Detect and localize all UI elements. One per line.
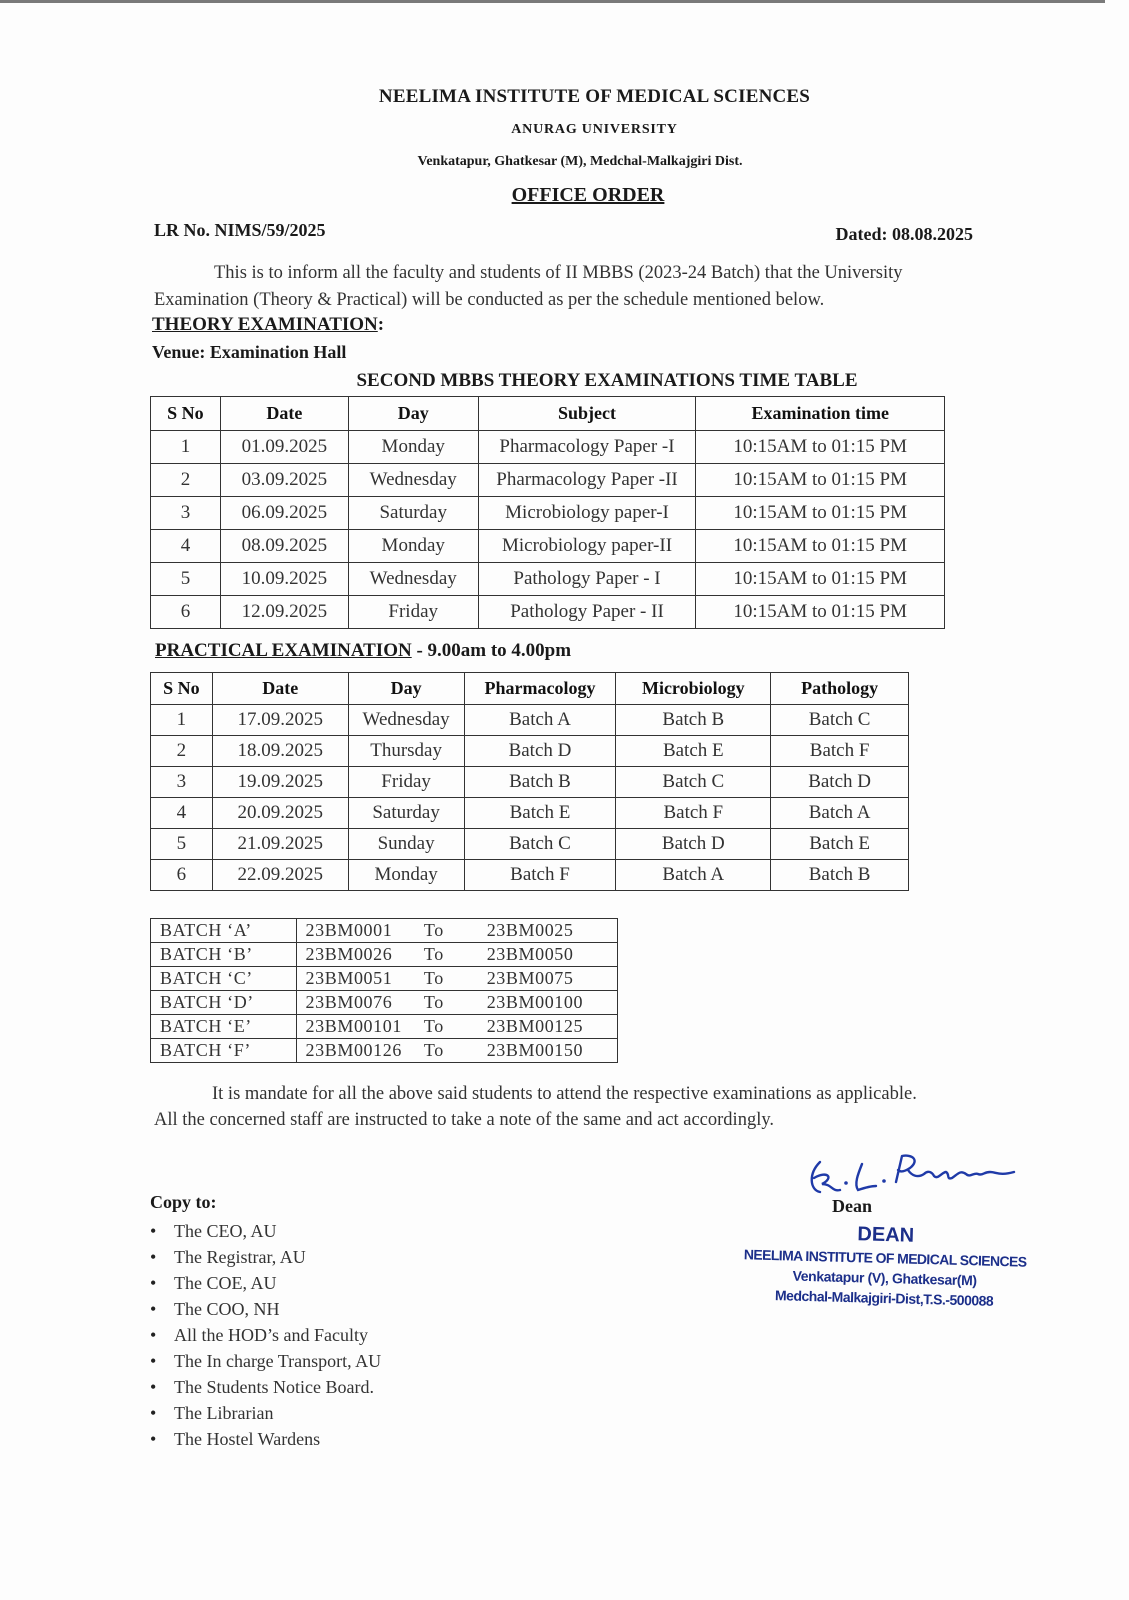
practical-cell: 1 (151, 705, 213, 736)
stamp-line-address: Venkatapur (V), Ghatkesar(M) (792, 1267, 977, 1289)
practical-cell: 20.09.2025 (212, 798, 348, 829)
theory-heading (152, 314, 384, 336)
practical-cell: Batch B (771, 860, 909, 891)
practical-cell: Batch E (616, 736, 771, 767)
theory-table-title: SECOND MBBS THEORY EXAMINATIONS TIME TABLE (356, 370, 858, 391)
theory-row (151, 563, 945, 596)
dean-office-stamp (739, 1218, 1031, 1312)
theory-cell: 10:15AM to 01:15 PM (696, 563, 945, 596)
theory-cell: 10.09.2025 (220, 563, 348, 596)
practical-cell: Batch E (464, 798, 616, 829)
practical-column-header: Day (348, 673, 464, 705)
theory-cell: 3 (151, 497, 221, 530)
practical-cell: Batch F (464, 860, 616, 891)
batch-cell: To (424, 967, 478, 991)
batch-row (151, 919, 618, 943)
intro-line-1: This is to inform all the faculty and students of II MBBS (2023-24 Batch) that the University (214, 263, 903, 283)
scan-edge-rule (0, 0, 1105, 3)
closing-line-1: It is mandate for all the above said students to attend the respective examinations as applicable. (212, 1084, 917, 1104)
batch-cell: 23BM0051 (296, 967, 424, 991)
practical-cell: Batch B (616, 705, 771, 736)
theory-column-header: Day (348, 397, 478, 431)
institute-name: NEELIMA INSTITUTE OF MEDICAL SCIENCES (378, 86, 811, 107)
batch-cell: To (424, 1039, 478, 1063)
batch-cell: BATCH ‘A’ (151, 919, 297, 943)
theory-cell: 10:15AM to 01:15 PM (696, 431, 945, 464)
practical-cell: 17.09.2025 (212, 705, 348, 736)
theory-column-header: Examination time (696, 397, 945, 431)
batch-cell: BATCH ‘B’ (151, 943, 297, 967)
practical-cell: Batch C (771, 705, 909, 736)
practical-cell: Batch C (464, 829, 616, 860)
practical-column-header: Microbiology (616, 673, 771, 705)
batch-cell: BATCH ‘E’ (151, 1015, 297, 1039)
batch-row (151, 1039, 618, 1063)
practical-cell: Batch B (464, 767, 616, 798)
practical-cell: Batch F (616, 798, 771, 829)
batch-cell: To (424, 943, 478, 967)
practical-cell: Sunday (348, 829, 464, 860)
copy-to-label: Copy to: (150, 1192, 217, 1212)
practical-column-header: Pharmacology (464, 673, 616, 705)
practical-header-row (151, 673, 909, 705)
theory-cell: Saturday (348, 497, 478, 530)
theory-cell: Monday (348, 530, 478, 563)
office-order-title: OFFICE ORDER (511, 184, 665, 206)
theory-timetable (150, 396, 945, 629)
theory-cell: 5 (151, 563, 221, 596)
batch-cell: 23BM0050 (478, 943, 618, 967)
copy-to-item: • The Hostel Wardens (150, 1426, 381, 1452)
batch-cell: To (424, 919, 478, 943)
practical-cell: Thursday (348, 736, 464, 767)
batch-cell: 23BM00125 (478, 1015, 618, 1039)
stamp-line-district: Medchal-Malkajgiri-Dist,T.S.-500088 (774, 1287, 994, 1309)
theory-cell: 4 (151, 530, 221, 563)
institute-address: Venkatapur, Ghatkesar (M), Medchal-Malkajgiri Dist. (417, 154, 743, 169)
practical-timing: - 9.00am to 4.00pm (411, 640, 572, 661)
practical-heading (155, 640, 571, 662)
theory-cell: Wednesday (348, 464, 478, 497)
batch-cell: 23BM00150 (478, 1039, 618, 1063)
theory-column-header: Date (220, 397, 348, 431)
practical-cell: 22.09.2025 (212, 860, 348, 891)
batch-cell: 23BM0075 (478, 967, 618, 991)
batch-cell: 23BM00101 (296, 1015, 424, 1039)
dean-title: Dean (832, 1196, 872, 1216)
batch-row (151, 943, 618, 967)
theory-row (151, 530, 945, 563)
theory-cell: 12.09.2025 (220, 596, 348, 629)
practical-cell: Batch D (771, 767, 909, 798)
batch-row (151, 991, 618, 1015)
dean-signature (800, 1150, 1040, 1200)
practical-row (151, 798, 909, 829)
batch-cell: 23BM0001 (296, 919, 424, 943)
practical-row (151, 705, 909, 736)
batch-cell: BATCH ‘D’ (151, 991, 297, 1015)
practical-cell: Batch D (616, 829, 771, 860)
closing-line-2: All the concerned staff are instructed to take a note of the same and act accordingly. (154, 1110, 775, 1130)
theory-cell: 10:15AM to 01:15 PM (696, 596, 945, 629)
copy-to-item: • The Librarian (150, 1400, 381, 1426)
practical-cell: Batch E (771, 829, 909, 860)
practical-cell: Batch F (771, 736, 909, 767)
theory-cell: 10:15AM to 01:15 PM (696, 497, 945, 530)
batch-row (151, 1015, 618, 1039)
theory-cell: Microbiology paper-I (478, 497, 696, 530)
batch-cell: To (424, 1015, 478, 1039)
practical-cell: 19.09.2025 (212, 767, 348, 798)
practical-cell: Batch D (464, 736, 616, 767)
theory-cell: 10:15AM to 01:15 PM (696, 464, 945, 497)
theory-cell: Monday (348, 431, 478, 464)
theory-cell: 06.09.2025 (220, 497, 348, 530)
batch-cell: 23BM00126 (296, 1039, 424, 1063)
university-name: ANURAG UNIVERSITY (511, 122, 678, 137)
practical-cell: Batch C (616, 767, 771, 798)
practical-cell: 3 (151, 767, 213, 798)
batch-cell: 23BM0076 (296, 991, 424, 1015)
intro-line-2: Examination (Theory & Practical) will be conducted as per the schedule mentioned below. (154, 290, 825, 310)
theory-row (151, 464, 945, 497)
copy-to-item: • The COO, NH (150, 1296, 381, 1322)
theory-cell: 03.09.2025 (220, 464, 348, 497)
order-date: Dated: 08.08.2025 (835, 224, 973, 244)
theory-row (151, 497, 945, 530)
practical-cell: 18.09.2025 (212, 736, 348, 767)
batch-cell: 23BM00100 (478, 991, 618, 1015)
copy-to-item: • All the HOD’s and Faculty (150, 1322, 381, 1348)
theory-cell: 1 (151, 431, 221, 464)
copy-to-list (150, 1218, 381, 1452)
practical-timetable (150, 672, 909, 891)
practical-cell: Wednesday (348, 705, 464, 736)
practical-row (151, 767, 909, 798)
theory-row (151, 431, 945, 464)
practical-cell: Monday (348, 860, 464, 891)
practical-cell: 6 (151, 860, 213, 891)
theory-heading-colon: : (377, 314, 385, 335)
practical-cell: 5 (151, 829, 213, 860)
theory-heading-text: THEORY EXAMINATION (152, 314, 378, 335)
practical-cell: 4 (151, 798, 213, 829)
theory-cell: 2 (151, 464, 221, 497)
theory-header-row (151, 397, 945, 431)
theory-cell: Friday (348, 596, 478, 629)
practical-column-header: Pathology (771, 673, 909, 705)
practical-column-header: Date (212, 673, 348, 705)
batch-row (151, 967, 618, 991)
batch-cell: 23BM0025 (478, 919, 618, 943)
copy-to-item: • The CEO, AU (150, 1218, 381, 1244)
reference-number: LR No. NIMS/59/2025 (154, 220, 326, 240)
theory-cell: 10:15AM to 01:15 PM (696, 530, 945, 563)
theory-cell: Pathology Paper - I (478, 563, 696, 596)
theory-cell: Wednesday (348, 563, 478, 596)
theory-cell: Pharmacology Paper -II (478, 464, 696, 497)
batch-cell: To (424, 991, 478, 1015)
venue-label: Venue: Examination Hall (152, 342, 347, 362)
practical-cell: 21.09.2025 (212, 829, 348, 860)
copy-to-item: • The In charge Transport, AU (150, 1348, 381, 1374)
theory-column-header: S No (151, 397, 221, 431)
batch-cell: BATCH ‘F’ (151, 1039, 297, 1063)
practical-column-header: S No (151, 673, 213, 705)
theory-cell: 01.09.2025 (220, 431, 348, 464)
practical-cell: Batch A (771, 798, 909, 829)
practical-cell: Saturday (348, 798, 464, 829)
practical-cell: Batch A (616, 860, 771, 891)
theory-cell: 6 (151, 596, 221, 629)
theory-cell: Microbiology paper-II (478, 530, 696, 563)
practical-row (151, 736, 909, 767)
theory-column-header: Subject (478, 397, 696, 431)
theory-cell: Pharmacology Paper -I (478, 431, 696, 464)
batch-cell: BATCH ‘C’ (151, 967, 297, 991)
practical-cell: Friday (348, 767, 464, 798)
stamp-line-institute: NEELIMA INSTITUTE OF MEDICAL SCIENCES (743, 1246, 1027, 1270)
practical-row (151, 829, 909, 860)
copy-to-item: • The Registrar, AU (150, 1244, 381, 1270)
practical-cell: Batch A (464, 705, 616, 736)
practical-cell: 2 (151, 736, 213, 767)
copy-to-item: • The Students Notice Board. (150, 1374, 381, 1400)
copy-to-item: • The COE, AU (150, 1270, 381, 1296)
signature-image (800, 1150, 1040, 1200)
theory-cell: Pathology Paper - II (478, 596, 696, 629)
practical-row (151, 860, 909, 891)
theory-cell: 08.09.2025 (220, 530, 348, 563)
batch-roll-table (150, 918, 618, 1063)
theory-row (151, 596, 945, 629)
batch-cell: 23BM0026 (296, 943, 424, 967)
stamp-line-dean: DEAN (857, 1223, 915, 1247)
practical-heading-text: PRACTICAL EXAMINATION (155, 640, 412, 661)
